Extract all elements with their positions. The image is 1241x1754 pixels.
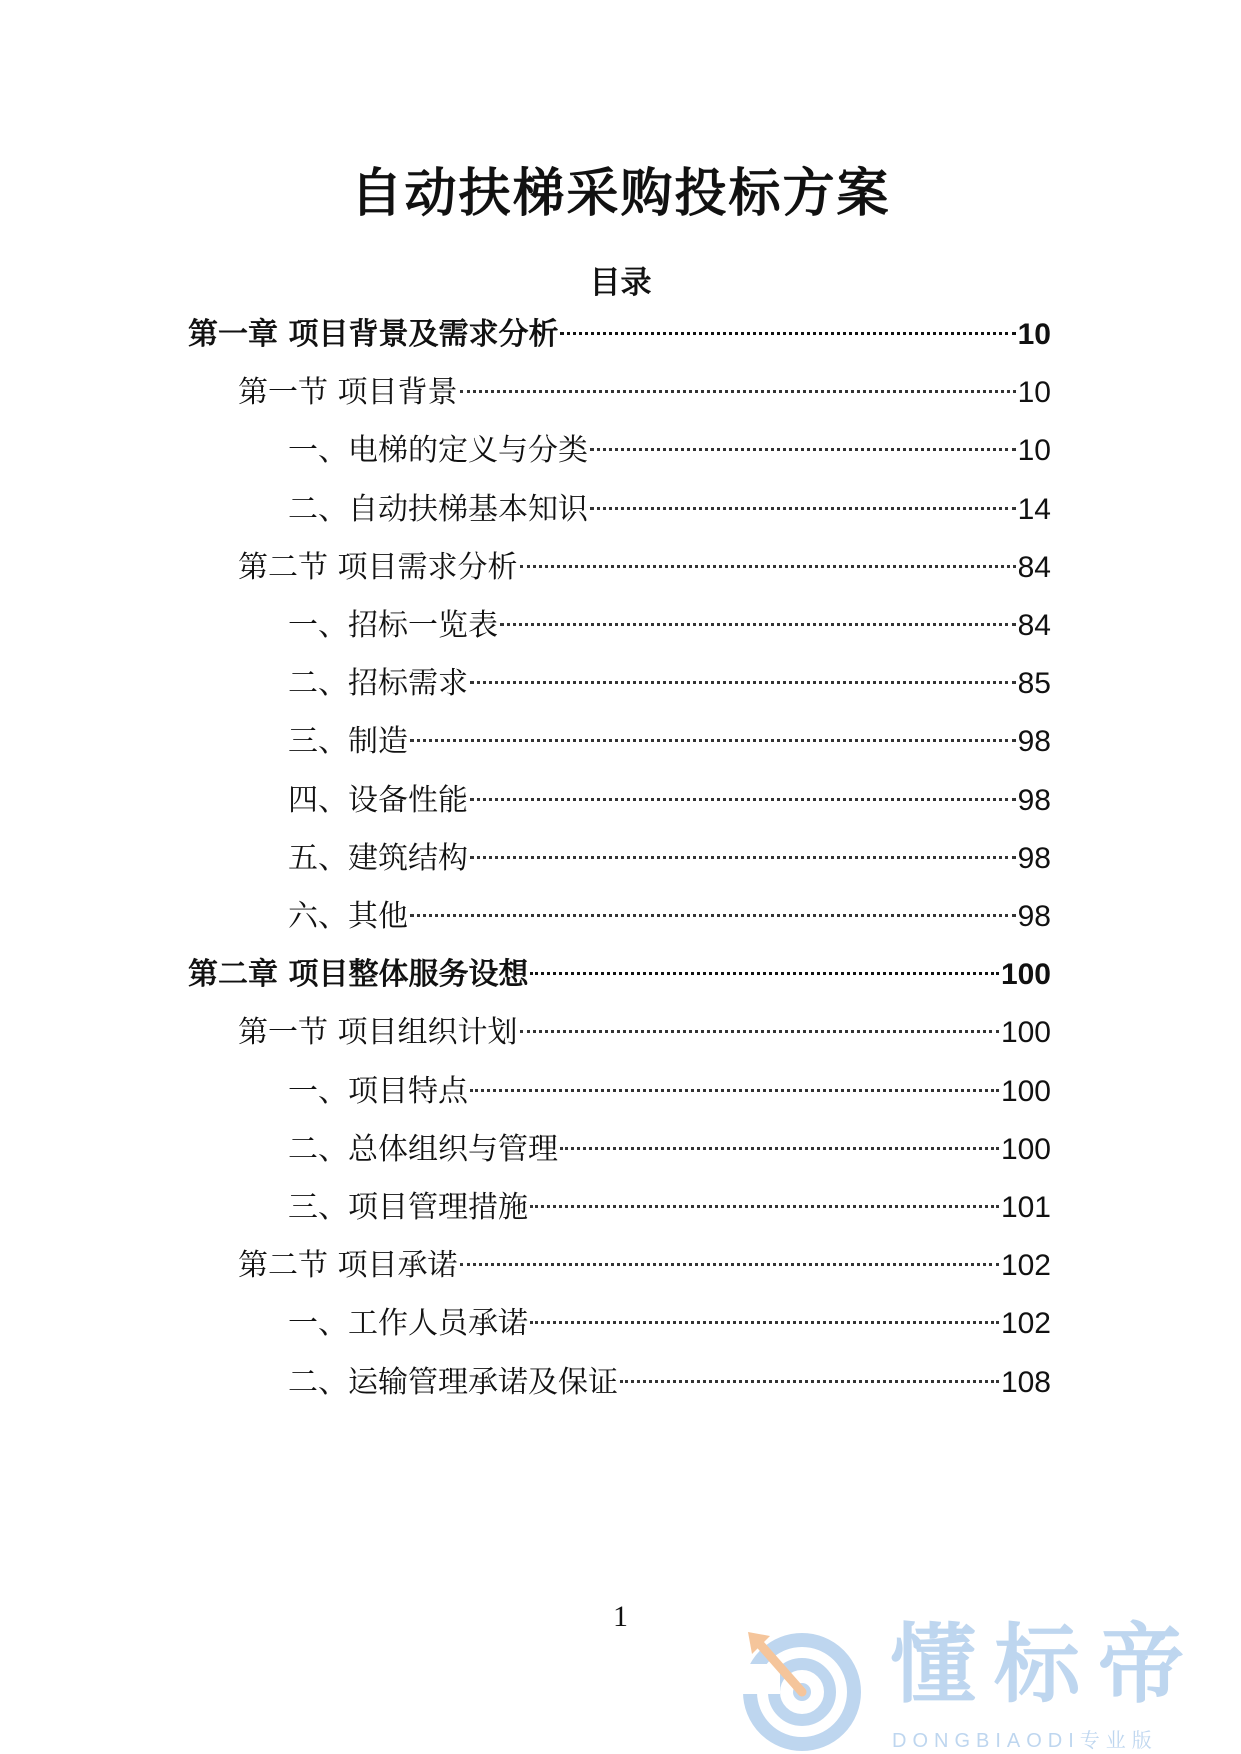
toc-dot-leader — [410, 711, 1016, 751]
toc-entry[interactable] — [238, 537, 1051, 585]
toc-entry[interactable] — [238, 1002, 1051, 1051]
toc-entry-label: 一、招标一览表 — [288, 608, 498, 643]
toc-entry-page: 85 — [1017, 667, 1051, 701]
toc-entry-label: 一、电梯的定义与分类 — [288, 433, 588, 469]
toc-dot-leader — [460, 362, 1016, 402]
toc-dot-leader — [410, 886, 1016, 926]
target-arrow-logo-icon — [740, 1624, 870, 1754]
toc-entry-label: 第二节 项目需求分析 — [238, 549, 518, 585]
toc-dot-leader — [620, 1352, 999, 1392]
toc-entry-page: 98 — [1017, 841, 1051, 875]
toc-dot-leader — [530, 1293, 999, 1333]
toc-entry[interactable] — [288, 711, 1051, 760]
toc-dot-leader — [560, 1119, 999, 1159]
toc-entry-label: 一、项目特点 — [288, 1073, 468, 1109]
toc-dot-leader — [590, 479, 1016, 519]
toc-entry-label: 一、工作人员承诺 — [288, 1306, 528, 1342]
toc-entry[interactable] — [188, 304, 1051, 352]
toc-entry-label: 第一节 项目背景 — [238, 375, 458, 411]
toc-dot-leader — [520, 537, 1016, 577]
toc-entry-label: 三、制造 — [288, 724, 408, 760]
toc-dot-leader — [530, 1177, 999, 1217]
toc-entry[interactable] — [288, 1352, 1051, 1400]
toc-entry-label: 第二章 项目整体服务设想 — [188, 957, 529, 993]
watermark-name: 懂标帝 — [890, 1615, 1202, 1715]
toc-entry-label: 二、自动扶梯基本知识 — [288, 491, 588, 527]
toc-entry[interactable] — [288, 595, 1051, 643]
toc-entry-label: 五、建筑结构 — [288, 840, 468, 876]
toc-entry[interactable] — [188, 944, 1051, 993]
toc-entry[interactable] — [288, 653, 1051, 702]
toc-entry-label: 第一章 项目背景及需求分析 — [188, 317, 559, 352]
toc-entry-label: 二、运输管理承诺及保证 — [288, 1364, 618, 1400]
toc-entry-page: 102 — [1000, 1307, 1051, 1341]
toc-entry-page: 84 — [1017, 550, 1051, 584]
watermark-logo — [740, 1615, 1240, 1754]
toc-entry-label: 二、招标需求 — [288, 666, 468, 702]
toc-dot-leader — [590, 420, 1016, 460]
toc-entry-page: 98 — [1017, 783, 1051, 817]
toc-entry-page: 10 — [1017, 318, 1051, 351]
page-number: 1 — [613, 1600, 628, 1633]
watermark-subtitle: DONGBIAODI专业版 — [892, 1730, 1158, 1752]
toc-entry-page: 100 — [1000, 1132, 1051, 1166]
toc-entry-label: 三、项目管理措施 — [288, 1190, 528, 1225]
toc-dot-leader — [470, 770, 1016, 810]
toc-entry-page: 84 — [1017, 609, 1051, 642]
toc-entry-page: 108 — [1000, 1365, 1051, 1399]
toc-entry[interactable] — [238, 362, 1051, 411]
toc-dot-leader — [460, 1235, 999, 1275]
toc-entry-page: 98 — [1017, 725, 1051, 759]
toc-entry-page: 10 — [1017, 376, 1051, 410]
toc-entry-label: 二、总体组织与管理 — [288, 1131, 558, 1167]
toc-entry-label: 四、设备性能 — [288, 782, 468, 818]
toc-entry[interactable] — [288, 886, 1051, 934]
toc-entry-page: 100 — [1000, 958, 1051, 992]
toc-entry[interactable] — [288, 1061, 1051, 1109]
toc-entry[interactable] — [288, 1293, 1051, 1342]
toc-entry[interactable] — [288, 1177, 1051, 1225]
toc-entry[interactable] — [288, 1119, 1051, 1167]
toc-heading: 目录 — [589, 265, 652, 301]
toc-entry-label: 第二节 项目承诺 — [238, 1248, 458, 1284]
document-title: 自动扶梯采购投标方案 — [350, 164, 891, 224]
toc-entry-page: 100 — [1000, 1074, 1051, 1108]
toc-entry[interactable] — [288, 770, 1051, 818]
toc-entry-label: 六、其他 — [288, 899, 408, 934]
toc-entry-page: 100 — [1000, 1016, 1051, 1050]
toc-dot-leader — [530, 944, 998, 984]
toc-entry-page: 98 — [1017, 900, 1051, 933]
toc-dot-leader — [470, 828, 1016, 868]
toc-dot-leader — [470, 653, 1016, 693]
toc-dot-leader — [500, 595, 1016, 635]
toc-entry[interactable] — [288, 479, 1051, 527]
toc-entry-page: 101 — [1000, 1191, 1051, 1224]
toc-dot-leader — [560, 304, 1015, 344]
toc-dot-leader — [520, 1002, 999, 1042]
toc-entry-label: 第一节 项目组织计划 — [238, 1015, 518, 1051]
toc-dot-leader — [470, 1061, 999, 1101]
toc-entry-page: 10 — [1017, 434, 1051, 468]
toc-entry-page: 102 — [1000, 1249, 1051, 1283]
toc-entry[interactable] — [288, 420, 1051, 469]
toc-entry[interactable] — [288, 828, 1051, 876]
toc-entry-page: 14 — [1017, 492, 1051, 526]
toc-entry[interactable] — [238, 1235, 1051, 1284]
